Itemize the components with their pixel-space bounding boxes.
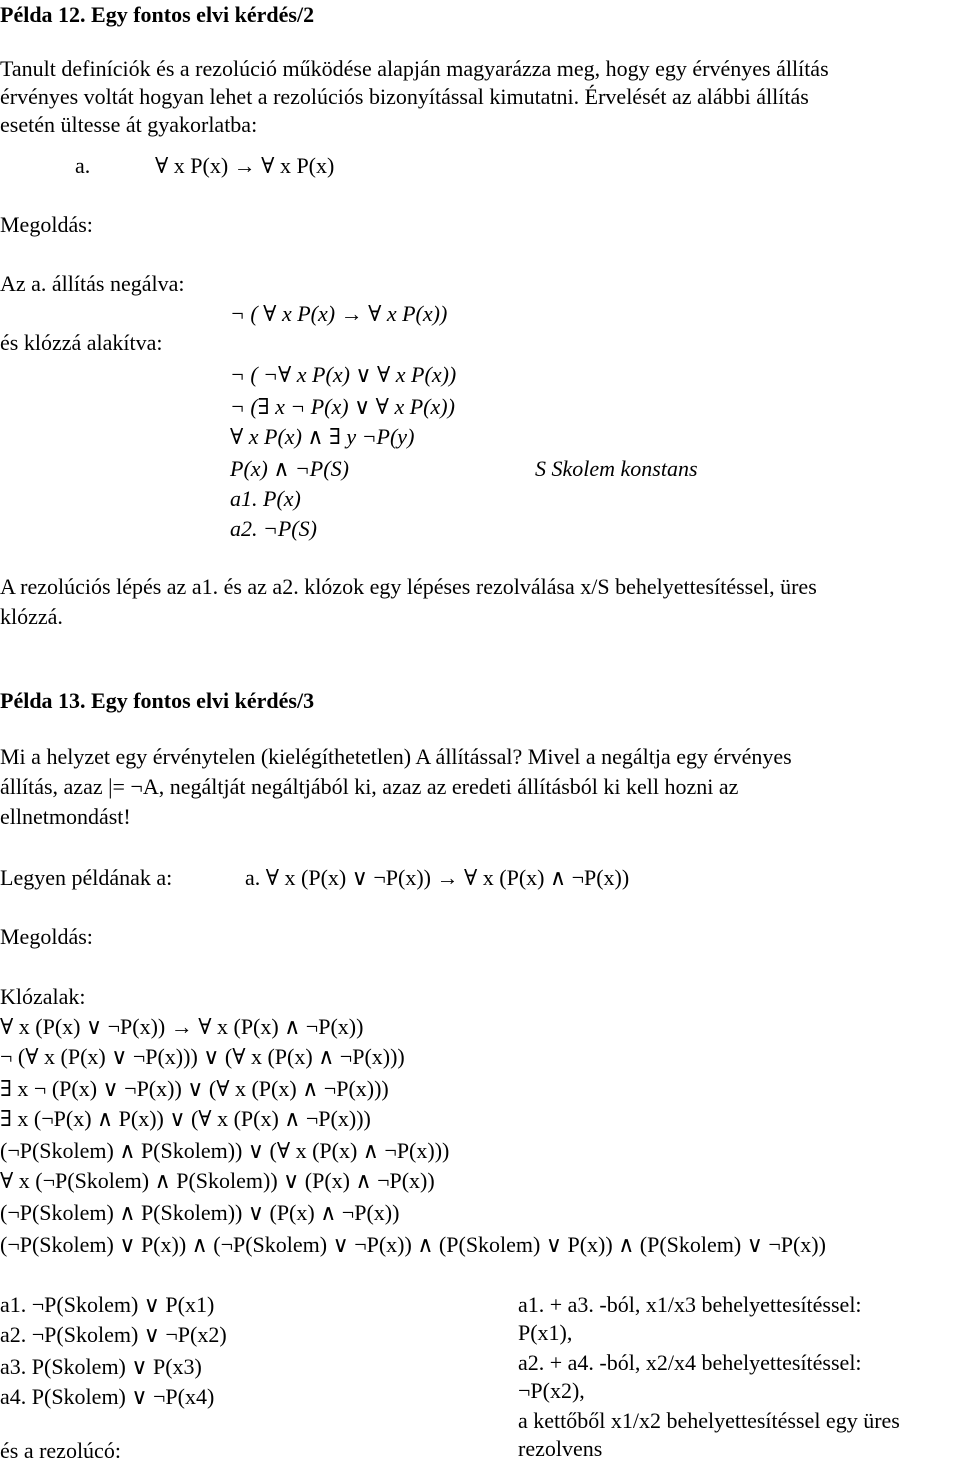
resolution-note-1: a1. + a3. -ból, x1/x3 behelyettesítéssel: [518,1292,862,1317]
example-formula: a. ∀ x (P(x) ∨ ¬P(x)) → ∀ x (P(x) ∧ ¬P(x)) [245,865,630,890]
resolution-note-4: ¬P(x2), [518,1378,585,1403]
resolution-note-2: P(x1), [518,1320,573,1345]
derivation-line-5: (¬P(Skolem) ∧ P(Skolem)) ∨ (∀ x (P(x) ∧ ¬P(x))) [0,1138,450,1163]
clause-a2: a2. ¬P(Skolem) ∨ ¬P(x2) [0,1322,227,1347]
conclusion-line-1: A rezolúciós lépés az a1. és az a2. klózok egy lépéses rezolválása x/S behelyettesítéssel, üres [0,574,817,599]
derivation-line-6: ∀ x (¬P(Skolem) ∧ P(Skolem)) ∨ (P(x) ∧ ¬P(x)) [0,1168,435,1193]
step-5: P(x) ∧ ¬P(S) [230,456,349,481]
step-7: a2. ¬P(S) [230,516,317,541]
derivation-line-3: ∃ x ¬ (P(x) ∨ ¬P(x)) ∨ (∀ x (P(x) ∧ ¬P(x))) [0,1076,389,1101]
example12-intro-line-1: Tanult definíciók és a rezolúció működése alapján magyarázza meg, hogy egy érvényes állítás [0,56,829,81]
derivation-line-1: ∀ x (P(x) ∨ ¬P(x)) → ∀ x (P(x) ∧ ¬P(x)) [0,1014,364,1039]
resolution-label: és a rezolúcó: [0,1438,121,1463]
example12-intro-line-2: érvényes voltát hogyan lehet a rezolúciós bizonyítással kimutatni. Érvelését az alábbi állítás [0,84,809,109]
skolem-note: S Skolem konstans [535,456,698,481]
resolution-note-6: rezolvens [518,1436,603,1461]
solution-label-13: Megoldás: [0,924,93,949]
resolution-note-5: a kettőből x1/x2 behelyettesítéssel egy üres [518,1408,900,1433]
question-line-1: Mi a helyzet egy érvénytelen (kielégíthetetlen) A állítással? Mivel a negáltja egy érvényes [0,744,792,769]
task-label: a. [75,153,91,178]
derivation-line-2: ¬ (∀ x (P(x) ∨ ¬P(x))) ∨ (∀ x (P(x) ∧ ¬P(x))) [0,1044,405,1069]
example12-title: Példa 12. Egy fontos elvi kérdés/2 [0,2,315,27]
derivation-line-4: ∃ x (¬P(x) ∧ P(x)) ∨ (∀ x (P(x) ∧ ¬P(x))) [0,1106,371,1131]
derivation-line-7: (¬P(Skolem) ∧ P(Skolem)) ∨ (P(x) ∧ ¬P(x)) [0,1200,400,1225]
step-3: ¬ (∃ x ¬ P(x) ∨ ∀ x P(x)) [230,394,455,419]
clause-label: és klózzá alakítva: [0,330,163,355]
question-line-2: állítás, azaz |= ¬A, negáltját negáltjából ki, azaz az eredeti állításból ki kell hozni az [0,774,739,799]
derivation-line-8: (¬P(Skolem) ∨ P(x)) ∧ (¬P(Skolem) ∨ ¬P(x)) ∧ (P(Skolem) ∨ P(x)) ∧ (P(Skolem) ∨ ¬P(x)) [0,1232,826,1257]
clause-a1: a1. ¬P(Skolem) ∨ P(x1) [0,1292,215,1317]
example-label: Legyen példának a: [0,865,173,890]
solution-label-12: Megoldás: [0,212,93,237]
clauses-label: Klózalak: [0,984,86,1009]
step-2: ¬ ( ¬∀ x P(x) ∨ ∀ x P(x)) [230,362,457,387]
conclusion-line-2: klózzá. [0,604,63,629]
task-formula: ∀ x P(x) → ∀ x P(x) [155,153,335,178]
clause-a4: a4. P(Skolem) ∨ ¬P(x4) [0,1384,215,1409]
example13-title: Példa 13. Egy fontos elvi kérdés/3 [0,688,315,713]
question-line-3: ellnetmondást! [0,804,131,829]
step-1: ¬ ( ∀ x P(x) → ∀ x P(x)) [230,301,448,326]
negated-label: Az a. állítás negálva: [0,271,185,296]
resolution-note-3: a2. + a4. -ból, x2/x4 behelyettesítéssel: [518,1350,862,1375]
step-6: a1. P(x) [230,486,301,511]
step-4: ∀ x P(x) ∧ ∃ y ¬P(y) [230,424,415,449]
clause-a3: a3. P(Skolem) ∨ P(x3) [0,1354,202,1379]
example12-intro-line-3: esetén ültesse át gyakorlatba: [0,112,258,137]
